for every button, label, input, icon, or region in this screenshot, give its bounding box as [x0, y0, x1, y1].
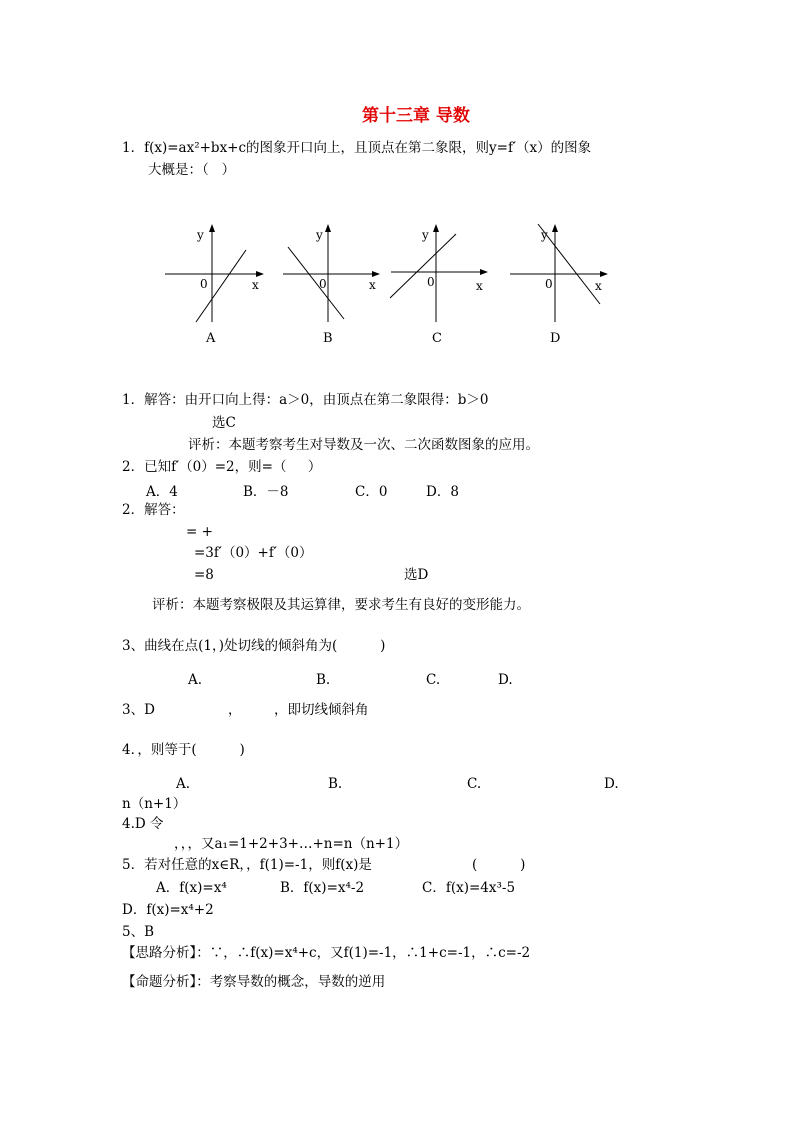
- origin-label: 0: [427, 275, 435, 289]
- y-axis-label: y: [197, 228, 204, 242]
- q5-option-a: A．f(x)=x⁴: [156, 880, 227, 896]
- q2-option-a: A．4: [146, 484, 178, 500]
- q1-analysis: 评析：本题考察考生对导数及一次、二次函数图象的应用。: [188, 437, 539, 453]
- origin-label: 0: [200, 277, 208, 291]
- y-axis-arrow: [209, 224, 215, 232]
- q4-answer-head: 4.D 令: [122, 816, 164, 832]
- function-line: [288, 247, 344, 319]
- q5-answer: 5、B: [122, 924, 155, 940]
- q2-choice: 选D: [404, 567, 429, 583]
- q3-answer-c: ，即切线倾斜角: [274, 702, 369, 718]
- x-axis-label: x: [252, 278, 259, 292]
- y-axis-label: y: [316, 228, 323, 242]
- q5-thinking: 【思路分析】：∵，∴f(x)=x⁴+c，又f(1)=-1，∴1+c=-1，∴c=-2: [122, 945, 531, 961]
- x-axis-label: x: [595, 279, 602, 293]
- origin-label: 0: [319, 277, 327, 291]
- q2-analysis: 评析：本题考察极限及其运算律，要求考生有良好的变形能力。: [152, 597, 530, 613]
- q2-step2: =3f′（0）+f′（0）: [194, 545, 313, 561]
- graph-a: [160, 222, 270, 327]
- x-axis-arrow: [480, 269, 488, 275]
- q1-text-line2: 大概是：（ ）: [148, 162, 236, 178]
- q1-text-line1: 1．f(x)=ax²+bx+c的图象开口向上，且顶点在第二象限，则y=f′（x）的图象: [122, 140, 592, 156]
- q4-answer-line: ，，，又a₁=1+2+3+…+n=n（n+1）: [174, 836, 409, 852]
- x-axis-arrow: [372, 271, 380, 277]
- graph-b-label: B: [323, 331, 333, 346]
- y-axis-arrow: [552, 224, 558, 232]
- graph-d-label: D: [550, 331, 561, 346]
- y-axis-arrow: [325, 224, 331, 232]
- graph-a-label: A: [206, 331, 216, 346]
- q3-option-c: C.: [426, 672, 441, 688]
- q2-question: 2．已知f′（0）=2，则=（ ）: [122, 459, 322, 475]
- q1-answer-choice: 选C: [212, 415, 236, 431]
- y-axis-label: y: [541, 228, 548, 242]
- q5-option-b: B．f(x)=x⁴-2: [280, 880, 365, 896]
- q5-question: 5．若对任意的x∈R，，f(1)=-1，则f(x)是: [122, 857, 372, 873]
- q4-option-a: A.: [176, 776, 191, 792]
- page-title: 第十三章 导数: [362, 106, 470, 126]
- q4-question: 4．，则等于( ): [122, 742, 245, 758]
- q4-option-d: D.: [604, 776, 619, 792]
- graph-d: [508, 222, 618, 327]
- q2-answer-head: 2．解答：: [122, 502, 185, 518]
- q4-option-c: C.: [467, 776, 482, 792]
- q2-option-d: D．8: [426, 484, 459, 500]
- q5-option-c: C．f(x)=4x³-5: [422, 880, 516, 896]
- q2-option-c: C．0: [355, 484, 388, 500]
- q4-extra: n（n+1）: [122, 796, 187, 812]
- function-line: [390, 234, 456, 298]
- graph-b: [280, 222, 390, 327]
- q3-answer-a: 3、D: [122, 702, 155, 718]
- y-axis-arrow: [433, 224, 439, 232]
- graph-c: [388, 222, 498, 327]
- origin-label: 0: [545, 277, 553, 291]
- x-axis-label: x: [476, 279, 483, 293]
- q4-option-b: B.: [328, 776, 343, 792]
- q3-option-a: A.: [188, 672, 203, 688]
- q1-answer-line1: 1．解答：由开口向上得：a＞0，由顶点在第二象限得：b＞0: [122, 392, 489, 408]
- q2-option-b: B．－8: [243, 484, 289, 500]
- q2-step1: = +: [186, 524, 213, 540]
- q2-step3: =8: [194, 567, 214, 583]
- y-axis-label: y: [422, 228, 429, 242]
- q3-option-b: B.: [316, 672, 331, 688]
- graph-c-label: C: [432, 331, 442, 346]
- q5-analysis: 【命题分析】：考察导数的概念，导数的逆用: [122, 974, 386, 990]
- q3-question: 3、曲线在点(1，)处切线的倾斜角为( ): [122, 638, 386, 654]
- x-axis-arrow: [600, 271, 608, 277]
- q3-answer-b: ，: [228, 702, 242, 718]
- x-axis-label: x: [369, 278, 376, 292]
- q5-paren: ( ): [472, 857, 526, 873]
- q5-option-d: D．f(x)=x⁴+2: [122, 902, 214, 918]
- x-axis-arrow: [256, 271, 264, 277]
- q3-option-d: D.: [498, 672, 513, 688]
